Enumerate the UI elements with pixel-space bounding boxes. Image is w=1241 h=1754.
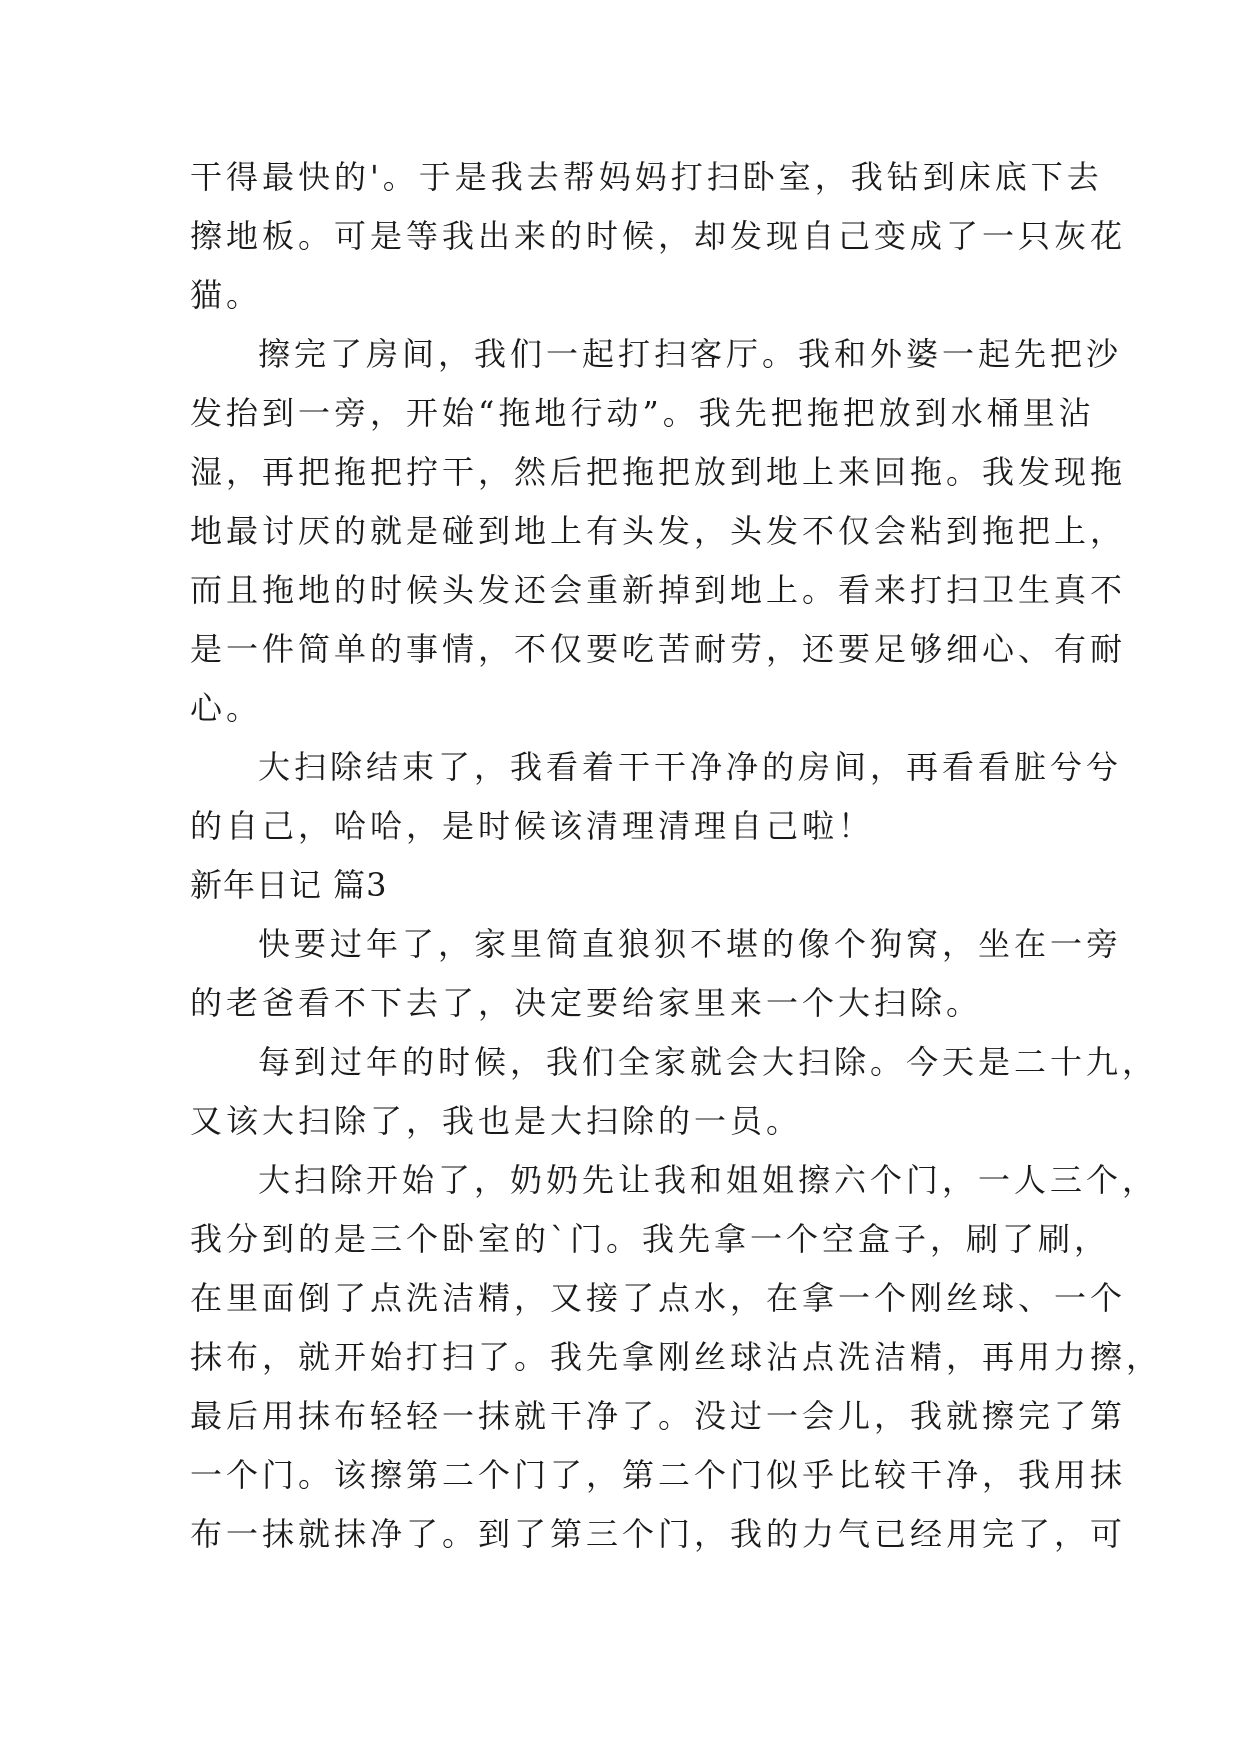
- text-line: 擦完了房间，我们一起打扫客厅。我和外婆一起先把沙: [258, 335, 1123, 373]
- text-line: 大扫除结束了，我看着干干净净的房间，再看看脏兮兮: [258, 748, 1123, 786]
- text-line: 快要过年了，家里简直狼狈不堪的像个狗窝，坐在一旁: [258, 925, 1123, 963]
- text-line: 心。: [190, 689, 263, 727]
- text-line: 地最讨厌的就是碰到地上有头发，头发不仅会粘到拖把上，: [190, 512, 1127, 550]
- text-line: 擦地板。可是等我出来的时候，却发现自己变成了一只灰花: [190, 217, 1127, 255]
- text-line: 布一抹就抹净了。到了第三个门，我的力气已经用完了，可: [190, 1515, 1127, 1553]
- text-line: 最后用抹布轻轻一抹就干净了。没过一会儿，我就擦完了第: [190, 1397, 1127, 1435]
- paragraph: [190, 1033, 1159, 1151]
- text-line: 猫。: [190, 276, 263, 314]
- paragraph: [190, 148, 1127, 325]
- text-line: 抹布，就开始打扫了。我先拿刚丝球沾点洗洁精，再用力擦，: [190, 1338, 1163, 1376]
- text-line: 湿，再把拖把拧干，然后把拖把放到地上来回拖。我发现拖: [190, 453, 1127, 491]
- document-body: [190, 148, 1163, 1564]
- text-line: 发抬到一旁，开始“拖地行动”。我先把拖把放到水桶里沾: [190, 394, 1095, 432]
- text-line: 又该大扫除了，我也是大扫除的一员。: [190, 1102, 803, 1140]
- section-heading: 新年日记 篇3: [190, 866, 388, 904]
- text-line: 而且拖地的时候头发还会重新掉到地上。看来打扫卫生真不: [190, 571, 1127, 609]
- text-line: 我分到的是三个卧室的`门。我先拿一个空盒子，刷了刷，: [190, 1220, 1111, 1258]
- text-line: 的老爸看不下去了，决定要给家里来一个大扫除。: [190, 984, 983, 1022]
- text-line: 的自己，哈哈，是时候该清理清理自己啦！: [190, 807, 875, 845]
- text-line: 每到过年的时候，我们全家就会大扫除。今天是二十九，: [258, 1043, 1159, 1081]
- text-line: 干得最快的'。于是我去帮妈妈打扫卧室，我钻到床底下去: [190, 158, 1103, 196]
- paragraph: [190, 1151, 1163, 1564]
- text-line: 在里面倒了点洗洁精，又接了点水，在拿一个刚丝球、一个: [190, 1279, 1127, 1317]
- paragraph: [190, 738, 1123, 856]
- paragraph: [190, 325, 1127, 738]
- text-line: 一个门。该擦第二个门了，第二个门似乎比较干净，我用抹: [190, 1456, 1127, 1494]
- text-line: 大扫除开始了，奶奶先让我和姐姐擦六个门，一人三个，: [258, 1161, 1159, 1199]
- paragraph: [190, 915, 1123, 1033]
- text-line: 是一件简单的事情，不仅要吃苦耐劳，还要足够细心、有耐: [190, 630, 1127, 668]
